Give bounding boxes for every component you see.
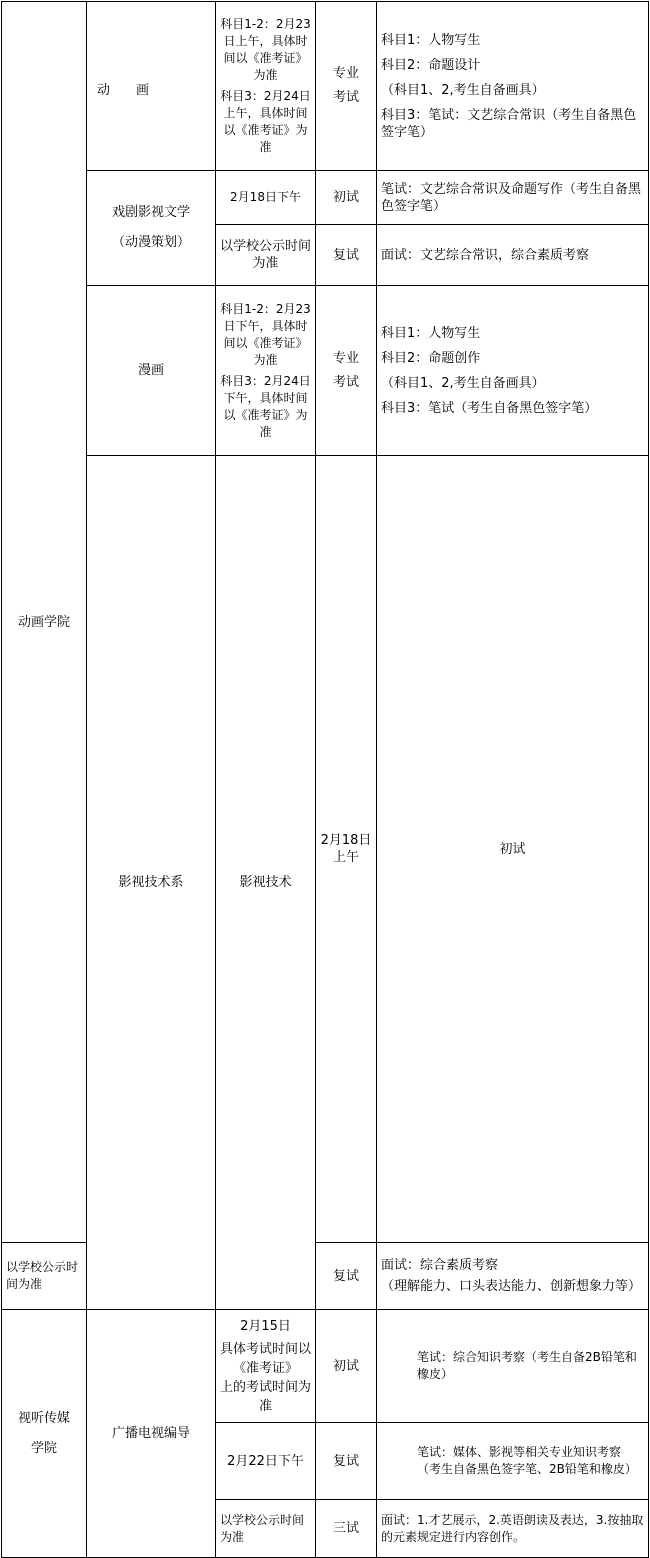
stage-text: 专业考试 — [332, 350, 359, 390]
content-text: 笔试：文艺综合常识及命题写作（考生自备黑色签字笔） — [381, 181, 642, 214]
time-text: 2月22日下午 — [227, 1453, 304, 1469]
time-text: 科目3：2月24日上午，具体时间以《准考证》为准 — [220, 89, 311, 154]
content-text: 面试：文艺综合常识，综合素质考察 — [381, 247, 590, 263]
content-text: 笔试：综合知识考察（考生自备2B铅笔和橡皮） — [417, 1350, 637, 1381]
stage-cell — [316, 225, 377, 286]
time-cell — [216, 171, 316, 225]
college-name: 影视技术系 — [118, 874, 184, 890]
time-text: 2月15日 — [240, 1318, 291, 1334]
college-cell — [2, 1310, 87, 1558]
time-cell — [216, 1310, 316, 1423]
content-text: （科目1、2,考生自备画具） — [381, 82, 545, 98]
major-name: 动 画 — [97, 83, 150, 98]
content-cell — [377, 1243, 649, 1310]
time-cell — [316, 456, 377, 1243]
stage-text: 复试 — [332, 1453, 359, 1469]
content-cell — [377, 2, 649, 171]
time-cell — [216, 286, 316, 456]
stage-cell — [316, 286, 377, 456]
time-text: 上的考试时间为准 — [220, 1379, 312, 1414]
content-text: 科目1：人物写生 — [381, 325, 481, 341]
time-text: 以学校公示时间为准 — [220, 1512, 305, 1544]
content-text: （理解能力、口头表达能力、创新想象力等） — [381, 1279, 642, 1294]
major-cell — [87, 286, 216, 456]
major-name: 影视技术 — [239, 875, 292, 890]
college-cell — [2, 2, 87, 1243]
time-cell — [216, 225, 316, 286]
major-cell — [87, 1310, 216, 1558]
stage-text: 初试 — [332, 190, 359, 205]
table-row — [2, 171, 649, 225]
major-name: 广播电视编导 — [111, 1426, 190, 1441]
content-cell — [377, 286, 649, 456]
major-cell — [87, 2, 216, 171]
major-name: （动漫策划） — [111, 235, 190, 250]
time-text: 以学校公示时间为准 — [220, 239, 312, 271]
table-row — [2, 286, 649, 456]
time-text: 具体考试时间以《准考证》 — [220, 1341, 312, 1376]
table-row — [2, 456, 649, 1243]
content-text: （科目1、2,考生自备画具） — [381, 375, 545, 391]
content-text: 科目3：笔试（考生自备黑色签字笔） — [381, 400, 598, 416]
time-text: 2月18日下午 — [230, 190, 301, 204]
college-name: 动画学院 — [17, 614, 70, 630]
stage-cell — [316, 171, 377, 225]
time-cell — [216, 1423, 316, 1500]
table-row — [2, 2, 649, 171]
stage-cell — [316, 1500, 377, 1558]
major-cell — [216, 456, 316, 1310]
stage-cell — [316, 1310, 377, 1423]
time-cell — [216, 2, 316, 171]
content-text: 面试：1.才艺展示，2.英语朗读及表达，3.按抽取的元素规定进行内容创作。 — [381, 1512, 644, 1544]
time-text: 科目1-2：2月23日上午，具体时间以《准考证》为准 — [220, 17, 311, 82]
content-cell — [377, 225, 649, 286]
stage-text: 复试 — [332, 247, 359, 263]
content-text: 科目2：命题创作 — [381, 350, 481, 366]
table-row — [2, 1310, 649, 1423]
stage-cell — [316, 2, 377, 171]
college-name: 视听传媒学院 — [17, 1410, 70, 1456]
stage-text: 三试 — [332, 1521, 359, 1536]
stage-cell — [316, 1243, 377, 1310]
stage-text: 初试 — [332, 1358, 359, 1374]
stage-cell — [377, 456, 649, 1243]
content-text: 面试：综合素质考察 — [381, 1258, 499, 1273]
exam-schedule-table — [1, 1, 649, 1558]
major-name: 戏剧影视文学 — [111, 205, 190, 220]
content-cell — [377, 1500, 649, 1558]
content-text: 笔试：媒体、影视等相关专业知识考察（考生自备黑色签字笔、2B铅笔和橡皮） — [417, 1445, 637, 1476]
content-cell — [377, 1423, 649, 1500]
time-cell — [216, 1500, 316, 1558]
content-cell — [377, 1310, 649, 1423]
stage-cell — [316, 1423, 377, 1500]
time-text: 科目1-2：2月23日下午，具体时间以《准考证》为准 — [220, 301, 311, 367]
time-text: 以学校公示时间为准 — [6, 1260, 79, 1291]
major-name: 漫画 — [137, 363, 164, 378]
stage-text: 初试 — [499, 841, 526, 857]
stage-text: 专业考试 — [332, 66, 359, 105]
time-text: 2月18日上午 — [320, 833, 372, 865]
college-cell — [87, 456, 216, 1310]
content-text: 科目2：命题设计 — [381, 57, 481, 73]
stage-text: 复试 — [332, 1268, 359, 1284]
content-text: 科目3：笔试：文艺综合常识（考生自备黑色签字笔） — [381, 107, 637, 140]
content-text: 科目1：人物写生 — [381, 32, 481, 48]
major-cell — [87, 171, 216, 286]
content-cell — [377, 171, 649, 225]
time-cell — [2, 1243, 87, 1310]
time-text: 科目3：2月24日下午，具体时间以《准考证》为准 — [220, 373, 311, 439]
